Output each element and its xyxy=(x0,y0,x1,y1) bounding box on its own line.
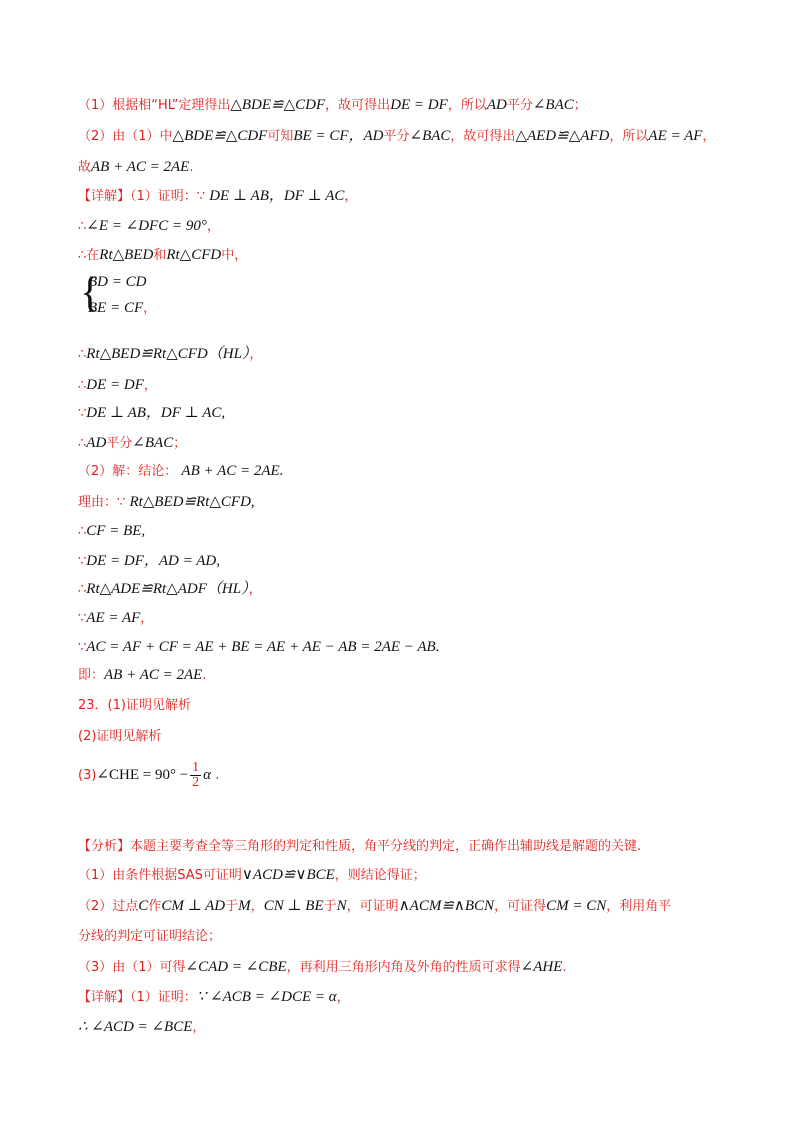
text: 和 xyxy=(153,248,167,263)
because-symbol: ∵ xyxy=(78,640,87,655)
text: . xyxy=(215,768,220,783)
q23-answer-1: 23．(1)证明见解析 xyxy=(78,698,191,713)
text: (3) xyxy=(78,768,97,783)
analysis2-line-4: 分线的判定可证明结论； xyxy=(78,929,222,944)
text: . xyxy=(189,160,194,175)
text: ， xyxy=(702,129,716,144)
detail-line-12 xyxy=(78,580,262,599)
detail-line-13 xyxy=(78,609,153,628)
math: DE ⊥ AB，DF ⊥ AC, xyxy=(86,405,226,421)
detail-line-8 xyxy=(78,462,283,481)
therefore-symbol: ∴ xyxy=(78,582,87,597)
text: ， xyxy=(344,189,358,204)
text: ， xyxy=(249,347,263,362)
detail-tag: 【详解】（1）证明： xyxy=(78,990,197,1005)
because-symbol: ∵ xyxy=(117,495,126,510)
analysis2-line-3 xyxy=(78,897,671,916)
math: DE ⊥ AB，DF ⊥ AC xyxy=(209,188,345,204)
math: Rt△CFD xyxy=(166,247,222,263)
math: AE = AF xyxy=(86,610,141,626)
math: C xyxy=(138,898,149,914)
math: AE = AF xyxy=(648,128,703,144)
math: ∴ ∠ACD = ∠BCE xyxy=(78,1019,193,1035)
because-symbol: ∵ xyxy=(78,554,87,569)
text: ，所以 xyxy=(609,129,649,144)
analysis-line-3 xyxy=(78,158,193,177)
text: 可知 xyxy=(267,129,294,144)
therefore-symbol: ∴在 xyxy=(78,248,100,263)
math: ∠BAC xyxy=(409,128,451,144)
detail-line-4 xyxy=(78,345,262,364)
fraction-numerator: 1 xyxy=(192,760,200,775)
therefore-symbol: ∴ xyxy=(78,524,87,539)
math: CM = CN xyxy=(546,898,607,914)
math: N xyxy=(336,898,347,914)
text: （3）由（1）可得 xyxy=(78,960,186,975)
math: AB + AC = 2AE. xyxy=(181,463,284,479)
text: 作 xyxy=(148,899,162,914)
math: CM ⊥ AD xyxy=(161,898,226,914)
text: . xyxy=(562,960,567,975)
text: （2）解：结论： xyxy=(78,464,178,479)
text: 平分 xyxy=(106,436,133,451)
text: ，故可得出 xyxy=(450,129,516,144)
text: 于 xyxy=(225,899,239,914)
analysis2-line-5 xyxy=(78,958,567,977)
text: ，可证明 xyxy=(346,899,399,914)
detail-tag: 【详解】（1）证明： xyxy=(78,189,197,204)
math: ∠CHE = 90° − xyxy=(96,767,189,783)
math: DE = DF xyxy=(390,97,448,113)
therefore-symbol: ∴ xyxy=(78,436,87,451)
therefore-symbol: ∴ xyxy=(78,378,87,393)
math: DE = DF xyxy=(86,377,144,393)
detail-line-14 xyxy=(78,638,439,657)
math: AC = AF + CF = AE + BE = AE + AE − AB = 2AE − AB. xyxy=(86,639,440,655)
text: 平分 xyxy=(506,98,533,113)
therefore-symbol: ∴ xyxy=(78,347,87,362)
math: BE = CF xyxy=(88,300,144,316)
brace-symbol: { xyxy=(80,270,101,316)
text: ，故可得出 xyxy=(325,98,391,113)
math: △AED≌△AFD xyxy=(515,128,610,144)
text: ， xyxy=(206,219,220,234)
detail-line-1 xyxy=(78,187,357,206)
detail-line-15 xyxy=(78,666,206,685)
math: ∨ACD≌∨BCE xyxy=(241,867,335,883)
math: Rt△BED xyxy=(99,247,154,263)
text: ，所以 xyxy=(447,98,487,113)
math: ∠CAD = ∠CBE xyxy=(185,959,287,975)
because-symbol: ∵ xyxy=(78,406,87,421)
text: 故 xyxy=(78,160,92,175)
text: ； xyxy=(173,436,187,451)
analysis2-line-6 xyxy=(78,988,350,1007)
math: CN ⊥ BE xyxy=(263,898,324,914)
text: . xyxy=(202,668,207,683)
math: △BDE≌△CDF xyxy=(230,97,326,113)
analysis2-line-2 xyxy=(78,866,426,885)
text: ， xyxy=(250,899,264,914)
text: ，则结论得证； xyxy=(334,868,426,883)
math: ∵ ∠ACB = ∠DCE = α xyxy=(196,989,337,1005)
fraction xyxy=(190,761,201,790)
math: α xyxy=(203,767,212,783)
text: ， xyxy=(143,378,157,393)
math: Rt△BED≌Rt△CFD（HL） xyxy=(86,346,250,362)
math: Rt△ADE≌Rt△ADF（HL） xyxy=(86,581,249,597)
analysis-line-2 xyxy=(78,127,715,146)
text: ， xyxy=(336,990,350,1005)
math: △BDE≌△CDF xyxy=(172,128,268,144)
math: M xyxy=(238,898,251,914)
system-row-2 xyxy=(88,297,156,317)
q23-answer-3 xyxy=(78,760,219,791)
text: （1）由条件根据SAS可证明 xyxy=(78,868,242,883)
detail-line-5 xyxy=(78,376,157,395)
math: AD xyxy=(486,97,507,113)
text: （2）过点 xyxy=(78,899,139,914)
text: ， xyxy=(192,1020,206,1035)
text: （1）根据相“HL”定理得出 xyxy=(78,98,231,113)
detail-line-2 xyxy=(78,217,220,236)
text: ，可证得 xyxy=(494,899,547,914)
therefore-symbol: ∴ xyxy=(78,219,87,234)
text: 即： xyxy=(78,668,105,683)
math: ∠E = ∠DFC = 90° xyxy=(86,218,207,234)
text: 中， xyxy=(221,248,248,263)
detail-line-10 xyxy=(78,522,145,541)
system-row-1: BD = CD xyxy=(88,274,147,290)
detail-line-11 xyxy=(78,552,220,571)
math: ∠BAC xyxy=(132,435,174,451)
math: AD xyxy=(86,435,107,451)
math: DE = DF，AD = AD, xyxy=(86,553,220,569)
text: ； xyxy=(573,98,587,113)
text: ， xyxy=(140,611,154,626)
detail-line-9 xyxy=(78,493,255,512)
text: 平分 xyxy=(383,129,410,144)
math: AB + AC = 2AE xyxy=(104,667,203,683)
math: BE = CF，AD xyxy=(293,128,384,144)
text: ， xyxy=(248,582,262,597)
text: ，利用角平 xyxy=(606,899,672,914)
analysis2-line-7 xyxy=(78,1018,205,1037)
text: ，再利用三角形内角及外角的性质可求得 xyxy=(286,960,521,975)
analysis2-line-1: 【分析】本题主要考查全等三角形的判定和性质，角平分线的判定，正确作出辅助线是解题的关键. xyxy=(78,839,642,854)
detail-line-7 xyxy=(78,434,186,453)
q23-answer-2: (2)证明见解析 xyxy=(78,729,162,744)
detail-line-6 xyxy=(78,404,225,423)
math: ∠AHE xyxy=(520,959,563,975)
math: CF = BE, xyxy=(86,523,146,539)
math: ∠BAC xyxy=(532,97,574,113)
text: 理由： xyxy=(78,495,118,510)
text: ， xyxy=(143,301,157,316)
analysis-line-1 xyxy=(78,96,587,115)
math: Rt△BED≌Rt△CFD, xyxy=(129,494,255,510)
text: （2）由（1）中 xyxy=(78,129,173,144)
text: 于 xyxy=(323,899,337,914)
because-symbol: ∵ xyxy=(78,611,87,626)
because-symbol: ∵ xyxy=(196,189,206,204)
fraction-denominator: 2 xyxy=(192,775,200,790)
detail-line-3 xyxy=(78,246,247,265)
math: ∧ACM≌∧BCN xyxy=(398,898,495,914)
math: AB + AC = 2AE xyxy=(91,159,190,175)
